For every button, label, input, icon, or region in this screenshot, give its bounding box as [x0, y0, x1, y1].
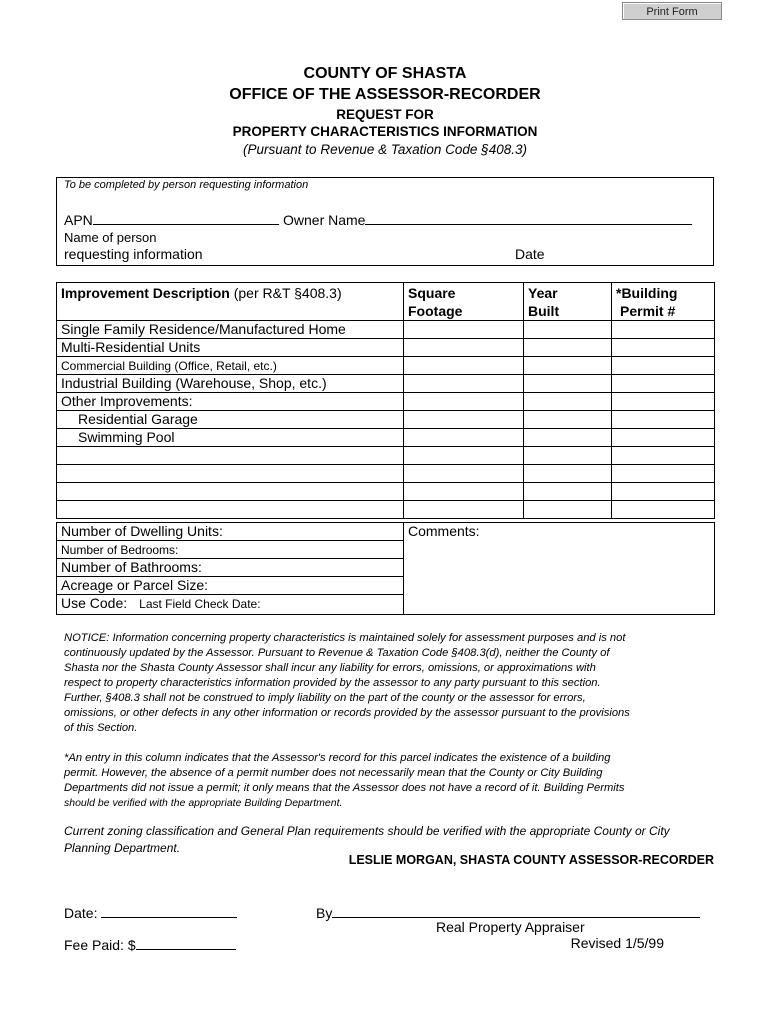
- date-label: Date: [515, 246, 545, 262]
- zoning-paragraph: Current zoning classification and General Plan requirements should be verified with the appropriate County or City Planning Department.: [64, 824, 670, 855]
- form-subtitle: (Pursuant to Revenue & Taxation Code §408.3): [243, 142, 527, 157]
- row-label: Other Improvements:: [57, 393, 404, 411]
- cell-input[interactable]: [404, 447, 524, 465]
- table-row: [57, 429, 715, 447]
- footer-date-input[interactable]: [101, 903, 237, 918]
- cell-input[interactable]: [404, 411, 524, 429]
- cell-input[interactable]: [404, 375, 524, 393]
- table-row: [57, 357, 715, 375]
- cell-input[interactable]: [524, 429, 612, 447]
- row-label: Swimming Pool: [57, 429, 404, 447]
- cell-input[interactable]: [524, 483, 612, 501]
- blank-cell[interactable]: [57, 483, 404, 501]
- table-row: [57, 465, 715, 483]
- cell-input[interactable]: [524, 321, 612, 339]
- table-row: [57, 501, 715, 519]
- requester-note: To be completed by person requesting information: [64, 179, 309, 191]
- cell-input[interactable]: [612, 465, 715, 483]
- bedrooms-field[interactable]: Number of Bedrooms:: [57, 541, 404, 559]
- table-header-row: [57, 283, 715, 321]
- revised-date: Revised 1/5/99: [570, 935, 664, 951]
- county-title: COUNTY OF SHASTA: [303, 65, 467, 82]
- cell-input[interactable]: [612, 447, 715, 465]
- fee-input[interactable]: [136, 935, 236, 950]
- fee-label: Fee Paid: $: [64, 937, 136, 953]
- cell-input[interactable]: [404, 483, 524, 501]
- print-form-button[interactable]: Print Form: [622, 2, 722, 20]
- footer-date-field[interactable]: [64, 903, 237, 921]
- cell-input[interactable]: [524, 339, 612, 357]
- acreage-field[interactable]: Acreage or Parcel Size:: [57, 577, 404, 595]
- cell-input[interactable]: [524, 357, 612, 375]
- name-label-line1: Name of person: [64, 230, 157, 245]
- footer-date-label: Date:: [64, 905, 98, 921]
- col-year-built-header: Year Built: [524, 283, 612, 321]
- apn-input[interactable]: [93, 210, 279, 225]
- col-square-footage-header: Square Footage: [404, 283, 524, 321]
- owner-label: Owner Name: [283, 212, 366, 228]
- cell-input[interactable]: [404, 429, 524, 447]
- owner-input[interactable]: [365, 210, 692, 225]
- cell-input[interactable]: [612, 339, 715, 357]
- apn-label: APN: [64, 212, 93, 228]
- table-row: [57, 321, 715, 339]
- cell-input[interactable]: [612, 429, 715, 447]
- blank-cell[interactable]: [57, 465, 404, 483]
- col-permit-header: *Building Permit #: [612, 283, 715, 321]
- row-label: Multi-Residential Units: [57, 339, 404, 357]
- office-title: OFFICE OF THE ASSESSOR-RECORDER: [229, 86, 541, 103]
- owner-field[interactable]: [283, 210, 692, 228]
- table-row: [57, 483, 715, 501]
- cell-input[interactable]: [612, 411, 715, 429]
- appraiser-label: Real Property Appraiser: [436, 919, 585, 935]
- cell-input[interactable]: [524, 375, 612, 393]
- bathrooms-field[interactable]: Number of Bathrooms:: [57, 559, 404, 577]
- cell-input[interactable]: [524, 501, 612, 519]
- cell-input[interactable]: [404, 321, 524, 339]
- cell-input[interactable]: [612, 357, 715, 375]
- assessor-name: LESLIE MORGAN, SHASTA COUNTY ASSESSOR-RECORDER: [348, 853, 714, 867]
- blank-cell[interactable]: [57, 501, 404, 519]
- use-code-field[interactable]: Use Code: Last Field Check Date:: [57, 595, 404, 615]
- comments-field[interactable]: Comments:: [404, 523, 715, 615]
- cell-input[interactable]: [404, 501, 524, 519]
- requester-box: [56, 177, 714, 266]
- cell-input[interactable]: [404, 339, 524, 357]
- table-row: [57, 339, 715, 357]
- cell-input[interactable]: [612, 375, 715, 393]
- cell-input[interactable]: [404, 393, 524, 411]
- dwelling-units-field[interactable]: Number of Dwelling Units:: [57, 523, 404, 541]
- table-row: [57, 447, 715, 465]
- notice-paragraph: NOTICE: Information concerning property characteristics is maintained solely for assessment purposes and is not continuously updated by the Assessor. Pursuant to Revenue & Taxation Code §408.3(d), neither the County of Shasta nor the Shasta County Assessor shall incur any liability for errors, omissions, or approximations with respect to property characteristics information provided by the assessor to any party pursuant to this section. Further, §408.3 shall not be construed to imply liability on the part of the county or the assessor for errors, omissions, or other defects in any other information or records provided by the assessor pursuant to the provisions of this Section.: [64, 632, 630, 734]
- cell-input[interactable]: [524, 411, 612, 429]
- row-label: Single Family Residence/Manufactured Home: [57, 321, 404, 339]
- cell-input[interactable]: [404, 465, 524, 483]
- cell-input[interactable]: [612, 483, 715, 501]
- table-row: [57, 375, 715, 393]
- by-input[interactable]: [332, 903, 700, 918]
- blank-cell[interactable]: [57, 447, 404, 465]
- row-label: Commercial Building (Office, Retail, etc.): [57, 357, 404, 375]
- last-field-check-label: Last Field Check Date:: [139, 597, 261, 611]
- apn-field[interactable]: [64, 210, 279, 228]
- permit-note-paragraph: *An entry in this column indicates that the Assessor's record for this parcel indicates the existence of a building permit. However, the absence of a permit number does not necessarily mean that the County or City Building Departments did not issue a permit; it only means that the Assessor does not have a record of it. Building Permits should be verified with the appropriate Building Department.: [64, 752, 625, 809]
- cell-input[interactable]: [404, 357, 524, 375]
- row-label: Industrial Building (Warehouse, Shop, etc.): [57, 375, 404, 393]
- form-title: PROPERTY CHARACTERISTICS INFORMATION: [232, 124, 538, 139]
- cell-input[interactable]: [612, 501, 715, 519]
- col-description-header: Improvement Description (per R&T §408.3): [57, 283, 404, 321]
- request-title: REQUEST FOR: [336, 107, 434, 122]
- table-row: [57, 411, 715, 429]
- improvements-table: [56, 282, 715, 519]
- cell-input[interactable]: [612, 393, 715, 411]
- name-label-line2: requesting information: [64, 246, 203, 262]
- cell-input[interactable]: [612, 321, 715, 339]
- table-row: [57, 393, 715, 411]
- row-label: Residential Garage: [57, 411, 404, 429]
- cell-input[interactable]: [524, 393, 612, 411]
- fee-field[interactable]: [64, 935, 236, 953]
- cell-input[interactable]: [524, 465, 612, 483]
- details-table: [56, 522, 715, 615]
- by-label: By: [316, 905, 333, 921]
- cell-input[interactable]: [524, 447, 612, 465]
